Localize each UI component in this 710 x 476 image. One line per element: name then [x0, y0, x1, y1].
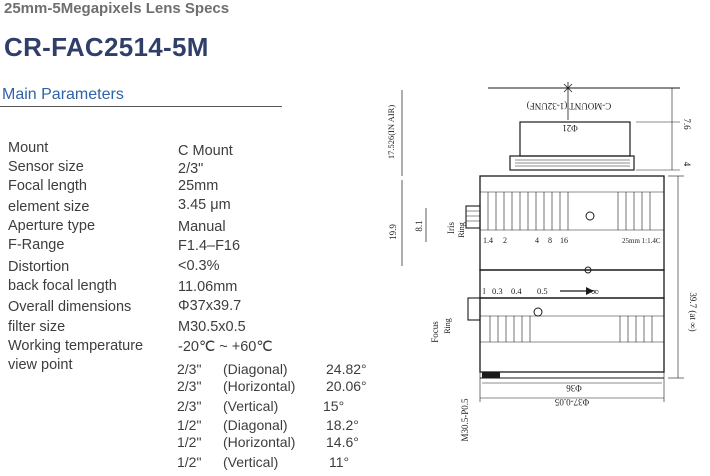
iris-barrel: [480, 176, 664, 270]
param-value-focal-length: 25mm: [178, 178, 219, 194]
dia-21-label: Φ21: [562, 123, 578, 133]
focus-scale-band: [480, 270, 664, 298]
view-point-sensor: 1/2": [177, 454, 202, 470]
view-point-direction: (Diagonal): [223, 361, 288, 377]
param-value-distortion: <0.3%: [178, 258, 220, 274]
param-value-element-size: 3.45 μm: [178, 197, 231, 213]
focus-scale-mark: 0.4: [511, 286, 522, 296]
param-label-back-focal-length: back focal length: [8, 278, 117, 294]
section-divider: [0, 106, 282, 107]
infinity-mark: ∞: [591, 286, 599, 298]
ring-label: Ring: [457, 222, 466, 238]
iris-label: Iris: [446, 222, 456, 234]
view-point-angle: 20.06°: [326, 378, 367, 394]
dia-36-label: Φ36: [566, 383, 582, 393]
iris-knob: [466, 206, 480, 228]
param-value-back-focal-length: 11.06mm: [178, 279, 238, 295]
model-title: CR-FAC2514-5M: [4, 32, 209, 62]
view-point-angle: 14.6°: [326, 434, 359, 450]
dim-39-7-label: 39.7 (at ∞): [688, 292, 698, 332]
aperture-scale-mark: 8: [548, 236, 552, 245]
param-value-overall-dimensions: Φ37x39.7: [178, 298, 242, 314]
param-label-distortion: Distortion: [8, 259, 70, 275]
dia-37-label: Φ37-0.05: [554, 397, 590, 407]
view-point-sensor: 2/3": [177, 361, 202, 377]
focus-knob: [468, 298, 480, 320]
lens-technical-drawing: [380, 80, 710, 476]
aperture-scale-mark: 2: [503, 236, 507, 245]
view-point-direction: (Vertical): [223, 398, 279, 414]
view-point-sensor: 1/2": [177, 434, 202, 450]
focus-scale-mark: 0.3: [492, 286, 503, 296]
filter-thread-mark: [482, 372, 500, 378]
param-label-focal-length: Focal length: [8, 178, 87, 194]
iris-knurl: [488, 192, 650, 230]
dim-7-6-label: 7.6: [682, 118, 692, 130]
param-label-overall-dimensions: Overall dimensions: [8, 299, 132, 315]
view-point-angle: 18.2°: [326, 417, 359, 433]
param-label-mount: Mount: [8, 140, 49, 156]
focus-label: Focus: [430, 321, 440, 343]
spec-subtitle: 25mm-5Megapixels Lens Specs: [4, 0, 230, 17]
lens-marking: 25mm 1:1.4C: [622, 237, 661, 245]
view-point-sensor: 2/3": [177, 398, 202, 414]
param-value-aperture-type: Manual: [178, 219, 226, 235]
param-label-aperture-type: Aperture type: [8, 218, 96, 234]
view-point-direction: (Diagonal): [223, 417, 288, 433]
param-value-mount: C Mount: [178, 143, 233, 159]
view-point-direction: (Vertical): [223, 454, 279, 470]
view-point-direction: (Horizontal): [223, 434, 296, 450]
param-label-view-point: view point: [8, 357, 73, 373]
view-point-sensor: 1/2": [177, 417, 202, 433]
section-title: Main Parameters: [2, 86, 124, 103]
dim-8-1-label: 8.1: [414, 220, 424, 232]
focus-scale-mark: 0.5: [537, 286, 548, 296]
param-label-filter-size: filter size: [8, 319, 66, 335]
param-label-working-temperature: Working temperature: [8, 338, 144, 354]
param-label-f-range: F-Range: [8, 237, 65, 253]
focus-scale-start: l: [483, 286, 486, 296]
param-value-sensor-size: 2/3": [178, 161, 204, 177]
param-value-working-temperature: -20℃ ~ +60℃: [178, 339, 273, 355]
dim-19-9-label: 19.9: [388, 224, 398, 240]
param-label-sensor-size: Sensor size: [8, 159, 84, 175]
view-point-angle: 11°: [329, 454, 350, 470]
focus-barrel: [480, 298, 664, 372]
iris-lock-screw: [586, 212, 594, 220]
view-point-sensor: 2/3": [177, 378, 202, 394]
focus-ring-label: Ring: [443, 318, 452, 334]
aperture-first: 1.4: [483, 236, 493, 245]
mount-label: C-MOUNT (1-32UNF): [526, 101, 612, 111]
filter-thread-label: M30.5-P0.5: [460, 398, 470, 442]
focus-knurl: [490, 316, 652, 342]
view-point-angle: 24.82°: [326, 361, 367, 377]
flange-label: 17.526(IN AIR): [386, 104, 396, 160]
param-value-f-range: F1.4–F16: [178, 238, 241, 254]
view-point-direction: (Horizontal): [223, 378, 296, 394]
aperture-scale-mark: 4: [535, 236, 539, 245]
focus-lock-screw: [534, 308, 542, 316]
dim-4-label: 4: [682, 161, 692, 167]
aperture-scale-mark: 16: [560, 236, 568, 245]
view-point-angle: 15°: [323, 398, 345, 414]
param-label-element-size: element size: [8, 199, 90, 215]
param-value-filter-size: M30.5x0.5: [178, 319, 246, 335]
